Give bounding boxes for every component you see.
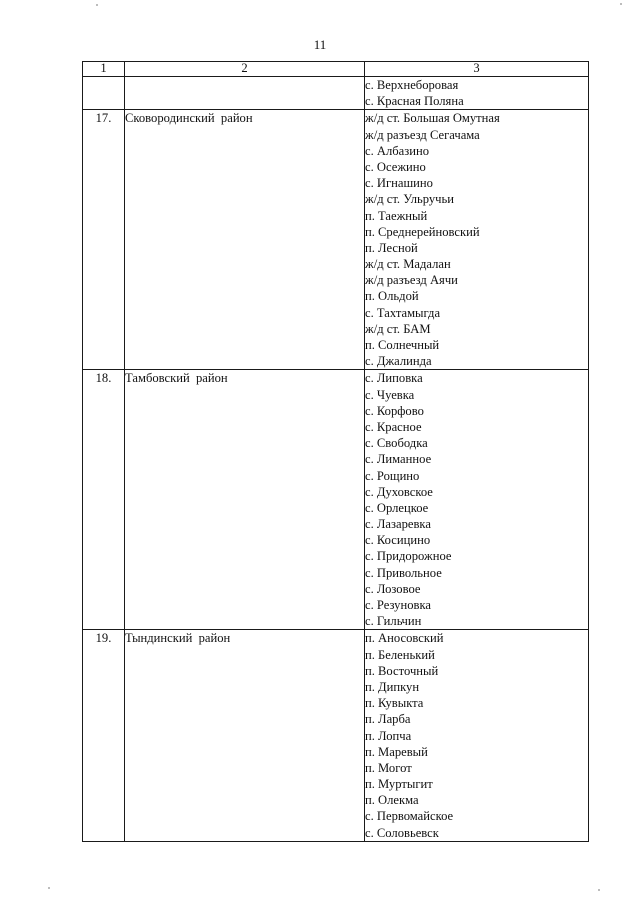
settlement-item: с. Орлецкое [365,500,429,515]
settlement-item: п. Ларба [365,712,411,727]
settlement-item: с. Осежино [365,159,426,174]
settlement-item: с. Красная Поляна [365,94,464,109]
settlement-item: с. Липовка [365,371,423,386]
settlement-item: п. Аносовский [365,631,444,646]
settlement-item: п. Таежный [365,208,428,223]
settlement-list [365,110,589,370]
row-number [83,77,125,110]
settlement-list [365,77,589,110]
settlement-item: с. Гильчин [365,614,422,629]
settlement-item: с. Духовское [365,484,433,499]
settlement-item: п. Среднерейновский [365,224,480,239]
settlement-item: с. Резуновка [365,598,431,612]
district-name [125,77,365,110]
settlement-item: ж/д ст. Мадалан [365,257,451,272]
scan-mark [598,889,600,891]
table-header-row [83,62,589,77]
settlement-item: с. Лазаревка [365,517,431,532]
settlement-item: с. Чуевка [365,387,415,402]
table-row [83,77,589,110]
settlement-item: ж/д ст. БАМ [365,321,431,336]
settlement-item: с. Красное [365,419,422,434]
table-row [83,630,589,841]
settlement-item: ж/д разъезд Аячи [365,273,458,288]
settlement-item: п. Маревый [365,744,428,759]
table-row [83,370,589,630]
district-name: Тамбовский район [125,370,365,630]
row-number: 18. [83,370,125,630]
settlement-item: п. Лопча [365,728,412,743]
settlements-table [82,61,589,842]
settlement-item: ж/д разъезд Сегачама [365,127,480,142]
settlement-item: с. Свободка [365,436,428,451]
settlement-item: п. Беленький [365,647,435,662]
settlement-item: с. Придорожное [365,549,452,564]
settlement-item: с. Игнашино [365,176,433,191]
scan-mark [620,3,622,5]
header-col-district: 2 [125,62,365,77]
settlement-item: п. Солнечный [365,338,440,352]
settlement-item: с. Рощино [365,468,420,483]
scan-mark [96,4,98,6]
settlement-item: с. Соловьевск [365,825,439,840]
settlement-item: п. Могот [365,760,412,775]
settlement-item: п. Муртыгит [365,777,433,792]
settlement-item: п. Кувыкта [365,696,424,711]
row-number: 19. [83,630,125,841]
header-col-settlements: 3 [365,62,589,77]
settlement-item: с. Джалинда [365,354,432,369]
settlement-list [365,630,589,841]
scan-mark [48,887,50,889]
settlement-item: п. Ольдой [365,289,419,304]
settlement-item: с. Лиманное [365,452,432,467]
page-number: 11 [313,37,327,52]
settlement-item: п. Лесной [365,240,418,255]
settlement-list [365,370,589,630]
settlement-item: п. Олекма [365,793,419,808]
settlement-item: с. Лозовое [365,581,421,596]
settlement-item: с. Албазино [365,143,430,158]
table-body [83,77,589,842]
settlement-item: с. Корфово [365,403,424,418]
settlement-item: п. Восточный [365,663,439,678]
district-name: Тындинский район [125,630,365,841]
settlement-item: ж/д ст. Большая Омутная [365,111,500,126]
settlement-item: с. Привольное [365,565,442,580]
settlement-item: с. Косицино [365,533,431,548]
district-name: Сковородинский район [125,110,365,370]
table-row [83,110,589,370]
settlement-item: ж/д ст. Ульручьи [365,192,454,207]
header-col-number: 1 [83,62,125,77]
settlement-item: с. Первомайское [365,809,454,824]
row-number: 17. [83,110,125,370]
settlement-item: с. Тахтамыгда [365,305,441,320]
settlement-item: с. Верхнеборовая [365,78,459,92]
settlement-item: п. Дипкун [365,679,420,694]
